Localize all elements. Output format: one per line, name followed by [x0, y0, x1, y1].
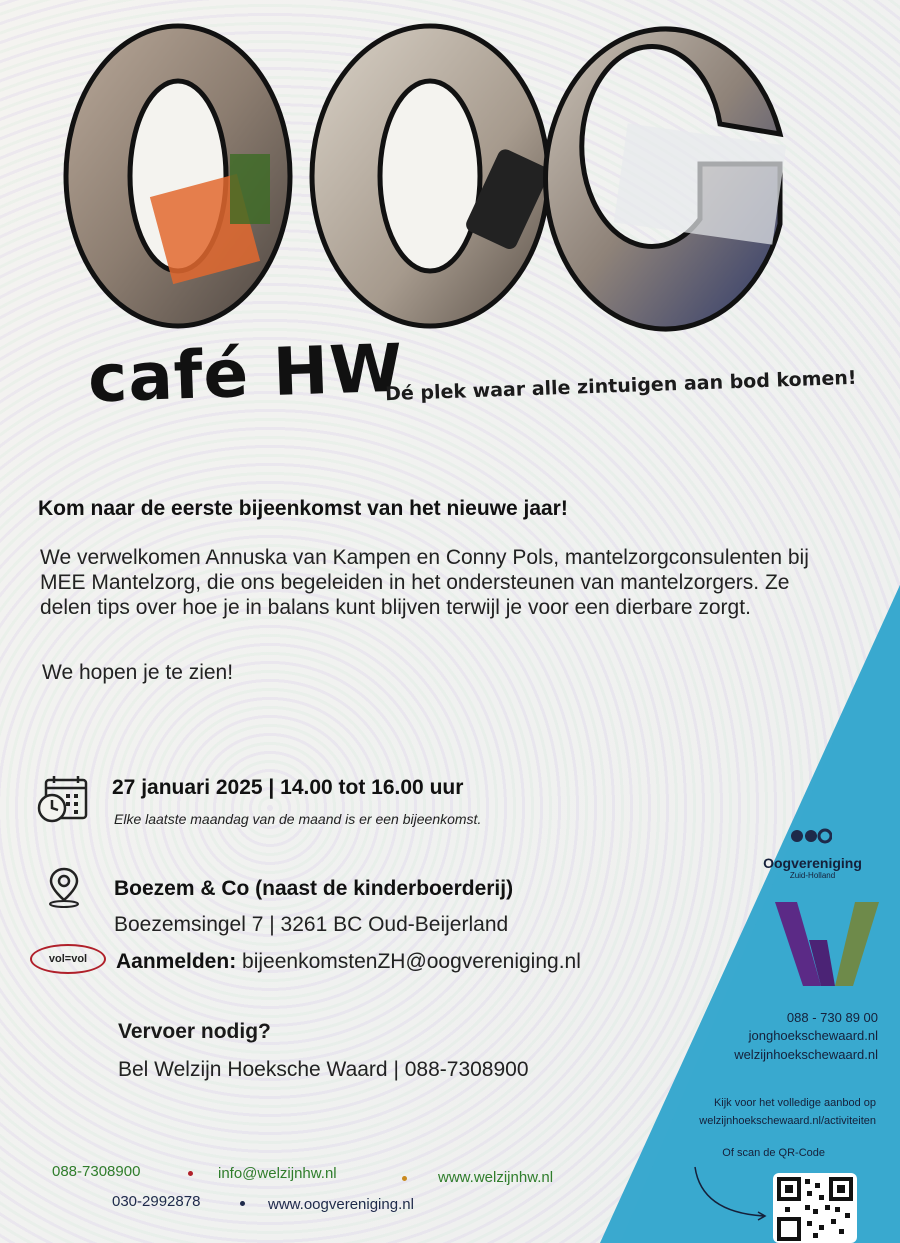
- event-frequency-note: Elke laatste maandag van de maand is er een bijeenkomst.: [114, 811, 482, 827]
- org-name: Oogvereniging: [763, 855, 862, 871]
- footer-phone-welzijn: 088-7308900: [52, 1163, 141, 1180]
- oog-logo-icon: [790, 828, 832, 844]
- transport-text: Bel Welzijn Hoeksche Waard | 088-7308900: [118, 1058, 529, 1081]
- w-logo-icon: [773, 900, 883, 988]
- sidebar-site-jong[interactable]: jonghoekschewaard.nl: [748, 1028, 878, 1043]
- location-name: Boezem & Co (naast de kinderboerderij): [114, 877, 514, 900]
- main-heading: Kom naar de eerste bijeenkomst van het nieuwe jaar!: [38, 497, 568, 520]
- oog-photo-letters: [60, 14, 800, 344]
- qr-label: Of scan de QR-Code: [722, 1147, 825, 1159]
- footer-email[interactable]: info@welzijnhw.nl: [218, 1165, 337, 1182]
- tagline: Dé plek waar alle zintuigen aan bod komen!: [384, 366, 857, 406]
- footer-web-welzijn[interactable]: www.welzijnhw.nl: [438, 1169, 554, 1186]
- cafe-title: café HW: [86, 329, 405, 418]
- footer-phone-oog: 030-2992878: [112, 1193, 201, 1210]
- volvol-badge: vol=vol: [30, 944, 106, 974]
- footer-dot: [188, 1171, 193, 1176]
- offer-line-2[interactable]: welzijnhoekschewaard.nl/activiteiten: [699, 1115, 876, 1127]
- offer-line-1: Kijk voor het volledige aanbod op: [713, 1097, 876, 1109]
- footer-dot: [402, 1176, 407, 1181]
- sidebar-site-welzijn[interactable]: welzijnhoekschewaard.nl: [734, 1047, 878, 1062]
- transport-heading: Vervoer nodig?: [118, 1020, 271, 1043]
- footer-web-oog[interactable]: www.oogvereniging.nl: [268, 1196, 414, 1213]
- calendar-clock-icon: [36, 774, 90, 824]
- closing-line: We hopen je te zien!: [42, 661, 234, 684]
- location-pin-icon: [46, 866, 82, 908]
- event-date: 27 januari 2025 | 14.00 tot 16.00 uur: [112, 776, 464, 799]
- org-region: Zuid-Holland: [789, 871, 836, 880]
- footer-dot: [240, 1201, 245, 1206]
- arrow-icon: [690, 1162, 770, 1222]
- body-paragraph: We verwelkomen Annuska van Kampen en Conny Pols, mantelzorgconsulenten bij MEE Mantelzorg, die ons begeleiden in het ondersteunen van mantelzorgers. Ze delen tips over hoe je in balans kunt blijven terwijl je voor een dierbare zorgt.: [40, 546, 809, 619]
- signup-line: [116, 950, 581, 974]
- location-address: Boezemsingel 7 | 3261 BC Oud-Beijerland: [114, 913, 509, 936]
- signup-email[interactable]: bijeenkomstenZH@oogvereniging.nl: [242, 950, 581, 973]
- qr-code[interactable]: [773, 1173, 857, 1243]
- signup-label: Aanmelden:: [116, 950, 237, 973]
- sidebar-phone: 088 - 730 89 00: [786, 1010, 878, 1025]
